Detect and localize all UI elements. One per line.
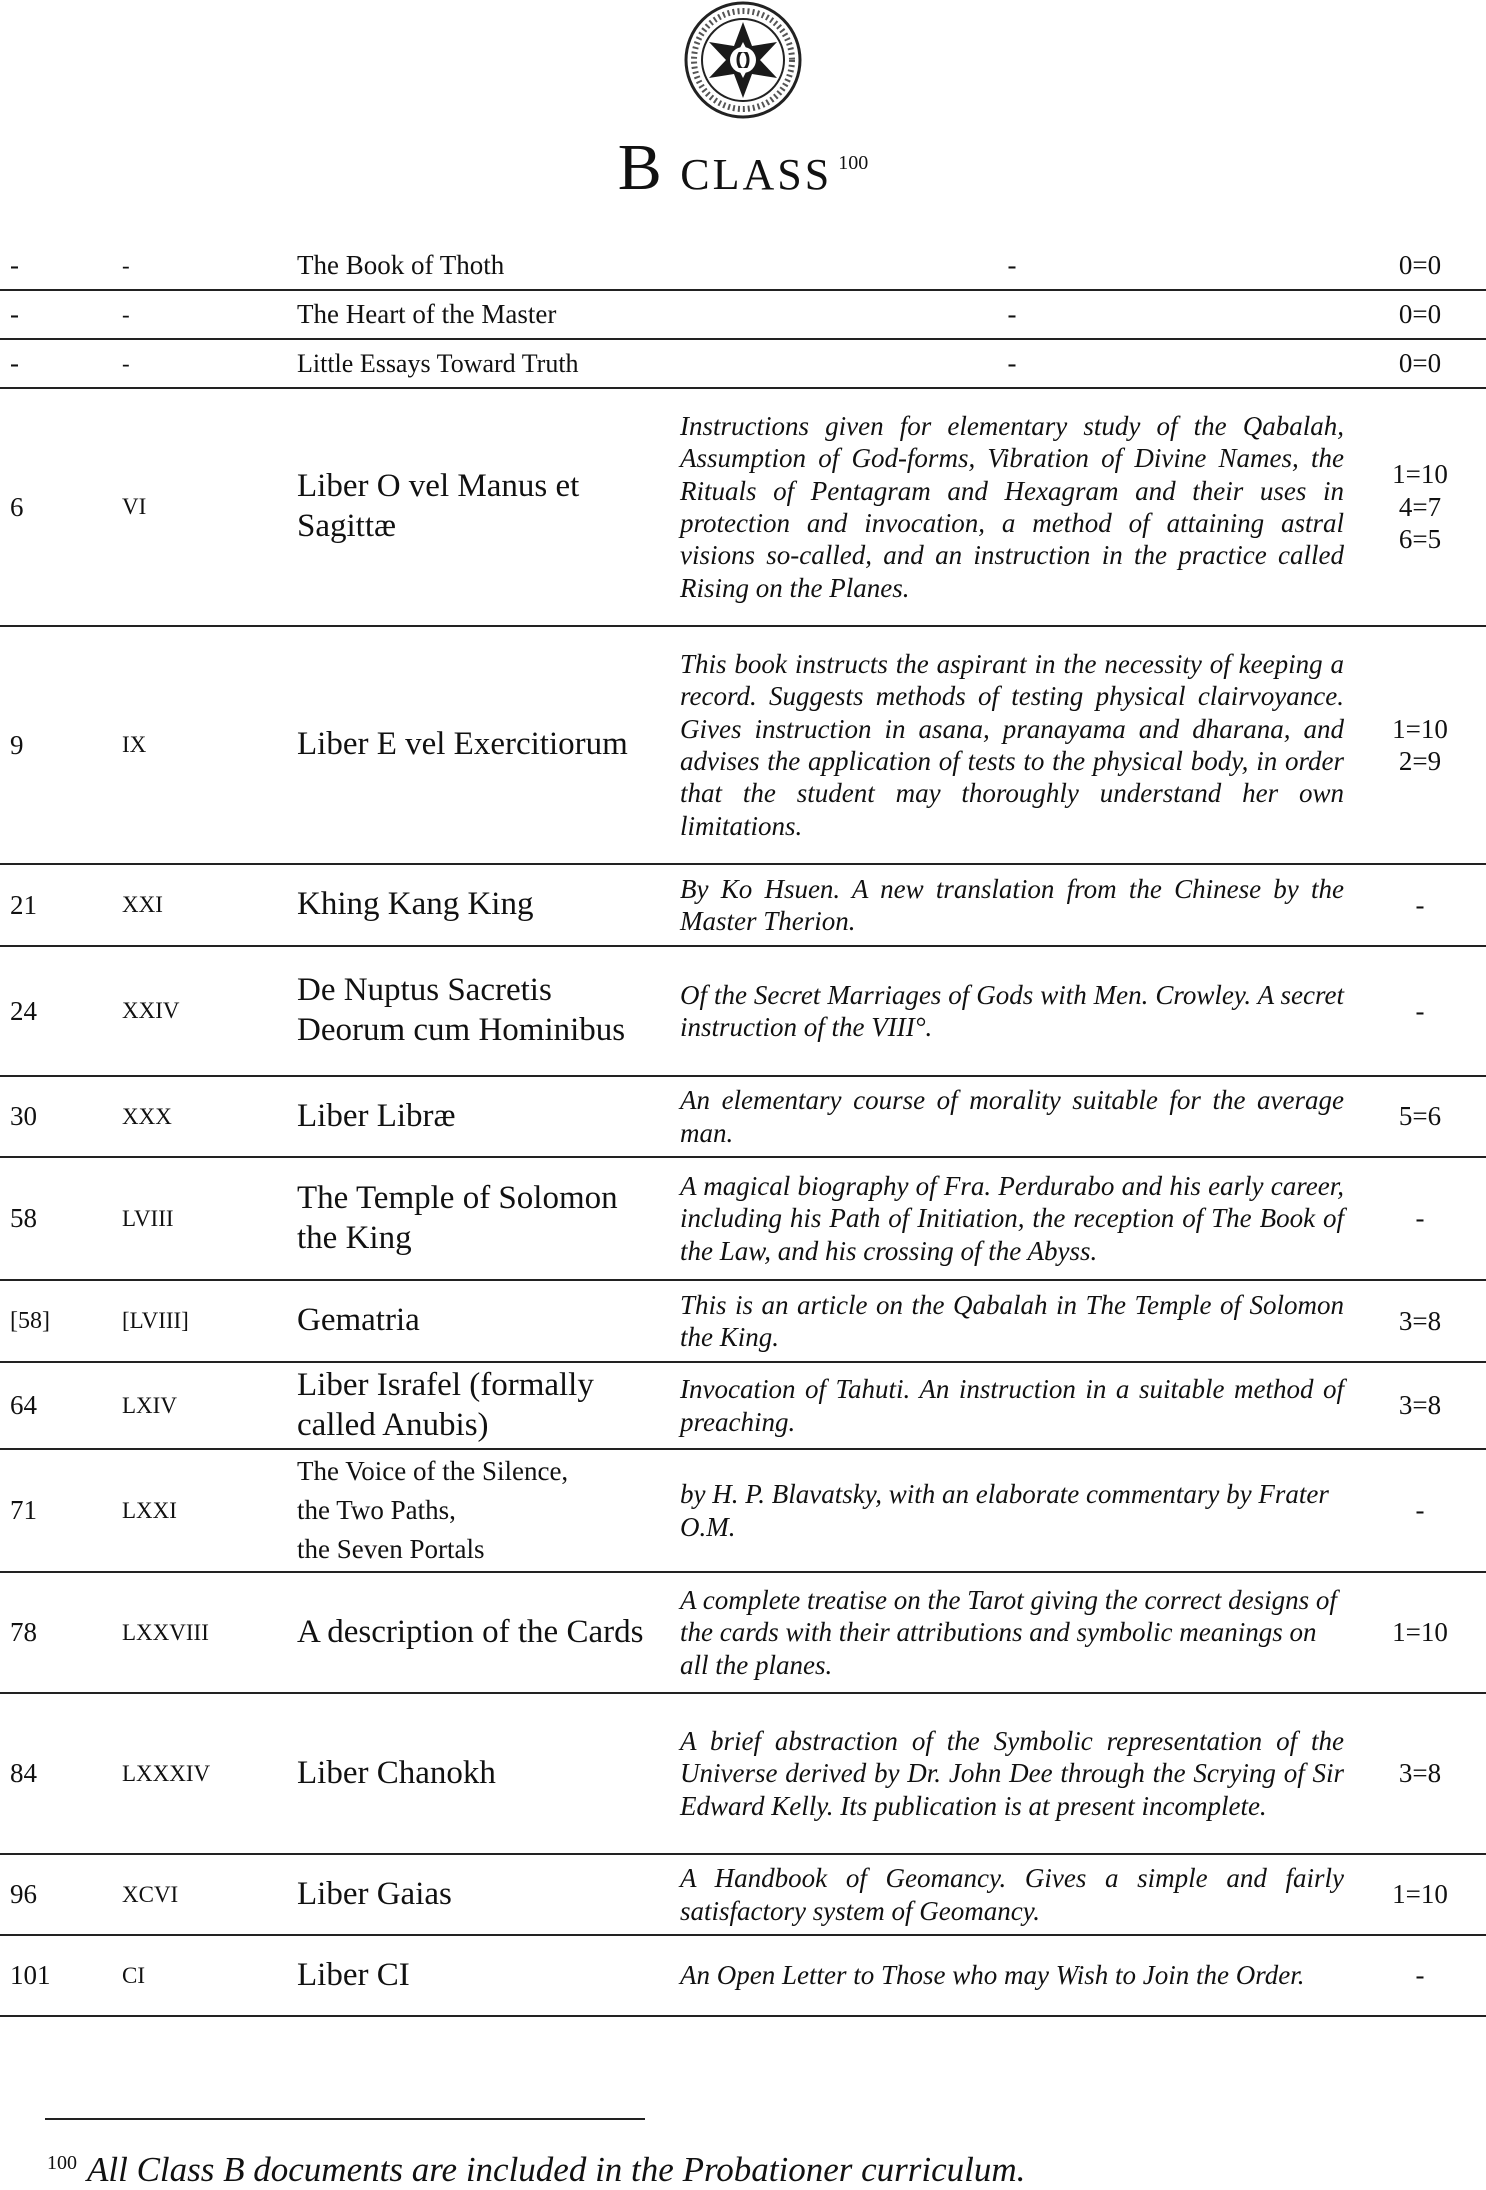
table-row <box>0 864 1486 946</box>
liber-title: Liber Chanokh <box>287 1693 670 1854</box>
table-row <box>0 626 1486 864</box>
liber-roman: LXIV <box>112 1362 287 1449</box>
liber-grade: 3=8 <box>1354 1693 1486 1854</box>
liber-roman: LXXVIII <box>112 1572 287 1693</box>
table-row <box>0 1693 1486 1854</box>
liber-number: 9 <box>0 626 112 864</box>
liber-grade: 0=0 <box>1354 290 1486 339</box>
liber-number: [58] <box>0 1280 112 1362</box>
liber-description: A brief abstraction of the Symbolic representation of the Universe derived by Dr. John Dee through the Scrying of Sir Edward Kelly. Its publication is at present incomplete. <box>670 1693 1354 1854</box>
title-initial: B <box>617 131 663 204</box>
liber-title: The Voice of the Silence, the Two Paths, the Seven Portals <box>287 1449 670 1572</box>
table-row <box>0 946 1486 1076</box>
liber-title: The Temple of Solomon the King <box>287 1157 670 1280</box>
liber-description: - <box>670 290 1354 339</box>
title-footnote-ref: 100 <box>838 152 869 174</box>
liber-grade: 1=10 4=7 6=5 <box>1354 388 1486 626</box>
footnote <box>47 2150 1025 2190</box>
liber-description: This is an article on the Qabalah in The Temple of Solomon the King. <box>670 1280 1354 1362</box>
table-row <box>0 1157 1486 1280</box>
liber-roman: LXXXIV <box>112 1693 287 1854</box>
liber-title: The Book of Thoth <box>287 242 670 290</box>
liber-description: Instructions given for elementary study of the Qabalah, Assumption of God-forms, Vibration of Divine Names, the Rituals of Pentagram and Hexagram and their uses in protection and invocation, a method of attaining astral visions so-called, and an instruction in the practice called Rising on the Planes. <box>670 388 1354 626</box>
table-row <box>0 1449 1486 1572</box>
table-row <box>0 388 1486 626</box>
liber-grade: 3=8 <box>1354 1280 1486 1362</box>
liber-description: A magical biography of Fra. Perdurabo and his early career, including his Path of Initiation, the reception of The Book of the Law, and his crossing of the Abyss. <box>670 1157 1354 1280</box>
class-b-table <box>0 242 1486 2017</box>
liber-number: 21 <box>0 864 112 946</box>
footnote-text: All Class B documents are included in the Probationer curriculum. <box>87 2150 1026 2189</box>
liber-title: Liber Israfel (formally called Anubis) <box>287 1362 670 1449</box>
liber-grade: 3=8 <box>1354 1362 1486 1449</box>
seal-emblem <box>680 0 806 120</box>
liber-number: 96 <box>0 1854 112 1935</box>
liber-grade: - <box>1354 1449 1486 1572</box>
liber-number: 78 <box>0 1572 112 1693</box>
liber-grade: - <box>1354 1157 1486 1280</box>
page-title <box>0 131 1486 204</box>
liber-title: Liber E vel Exercitiorum <box>287 626 670 864</box>
liber-description: This book instructs the aspirant in the necessity of keeping a record. Suggests methods of testing physical clairvoyance. Gives instruction in asana, pranayama and dharana, and advises the application of tests to the physical body, in order that the student may thoroughly understand her own limitations. <box>670 626 1354 864</box>
liber-grade: 5=6 <box>1354 1076 1486 1157</box>
liber-description: An elementary course of morality suitable for the average man. <box>670 1076 1354 1157</box>
liber-roman: IX <box>112 626 287 864</box>
liber-roman: VI <box>112 388 287 626</box>
liber-description: Invocation of Tahuti. An instruction in a suitable method of preaching. <box>670 1362 1354 1449</box>
liber-number: 30 <box>0 1076 112 1157</box>
table-row <box>0 1935 1486 2016</box>
liber-grade: 0=0 <box>1354 242 1486 290</box>
seal-icon <box>680 0 806 120</box>
liber-description: - <box>670 339 1354 388</box>
liber-title: A description of the Cards <box>287 1572 670 1693</box>
liber-grade: 1=10 <box>1354 1572 1486 1693</box>
liber-title: Liber Gaias <box>287 1854 670 1935</box>
liber-grade: 1=10 2=9 <box>1354 626 1486 864</box>
liber-roman: XXI <box>112 864 287 946</box>
liber-roman: [LVIII] <box>112 1280 287 1362</box>
liber-grade: - <box>1354 1935 1486 2016</box>
liber-roman: LVIII <box>112 1157 287 1280</box>
liber-title: Liber O vel Manus et Sagittæ <box>287 388 670 626</box>
table-row <box>0 1572 1486 1693</box>
liber-roman: XXX <box>112 1076 287 1157</box>
liber-description: - <box>670 242 1354 290</box>
liber-grade: 0=0 <box>1354 339 1486 388</box>
table-row <box>0 339 1486 388</box>
table-row <box>0 1362 1486 1449</box>
liber-roman: XCVI <box>112 1854 287 1935</box>
table-row <box>0 1854 1486 1935</box>
liber-title: Khing Kang King <box>287 864 670 946</box>
liber-number: - <box>0 339 112 388</box>
table-row <box>0 1280 1486 1362</box>
liber-description: A Handbook of Geomancy. Gives a simple and fairly satisfactory system of Geomancy. <box>670 1854 1354 1935</box>
liber-title: Gematria <box>287 1280 670 1362</box>
liber-roman: CI <box>112 1935 287 2016</box>
liber-number: 24 <box>0 946 112 1076</box>
liber-number: 84 <box>0 1693 112 1854</box>
liber-number: 6 <box>0 388 112 626</box>
table-row <box>0 1076 1486 1157</box>
liber-description: An Open Letter to Those who may Wish to Join the Order. <box>670 1935 1354 2016</box>
liber-number: 64 <box>0 1362 112 1449</box>
liber-number: 101 <box>0 1935 112 2016</box>
liber-roman: - <box>112 339 287 388</box>
liber-number: - <box>0 290 112 339</box>
liber-number: 71 <box>0 1449 112 1572</box>
liber-roman: - <box>112 290 287 339</box>
table-row <box>0 242 1486 290</box>
liber-roman: - <box>112 242 287 290</box>
title-rest: CLASS <box>680 150 833 199</box>
liber-title: Liber Libræ <box>287 1076 670 1157</box>
liber-grade: 1=10 <box>1354 1854 1486 1935</box>
liber-title: De Nuptus Sacretis Deorum cum Hominibus <box>287 946 670 1076</box>
liber-description: A complete treatise on the Tarot giving the correct designs of the cards with their attributions and symbolic meanings on all the planes. <box>670 1572 1354 1693</box>
liber-grade: - <box>1354 864 1486 946</box>
liber-number: 58 <box>0 1157 112 1280</box>
liber-description: By Ko Hsuen. A new translation from the Chinese by the Master Therion. <box>670 864 1354 946</box>
liber-title: Liber CI <box>287 1935 670 2016</box>
liber-roman: XXIV <box>112 946 287 1076</box>
liber-number: - <box>0 242 112 290</box>
liber-description: by H. P. Blavatsky, with an elaborate commentary by Frater O.M. <box>670 1449 1354 1572</box>
liber-description: Of the Secret Marriages of Gods with Men. Crowley. A secret instruction of the VIII°. <box>670 946 1354 1076</box>
liber-roman: LXXI <box>112 1449 287 1572</box>
liber-grade: - <box>1354 946 1486 1076</box>
table-row <box>0 290 1486 339</box>
liber-title: Little Essays Toward Truth <box>287 339 670 388</box>
footnote-divider <box>45 2118 645 2120</box>
footnote-marker: 100 <box>47 2152 77 2174</box>
liber-title: The Heart of the Master <box>287 290 670 339</box>
